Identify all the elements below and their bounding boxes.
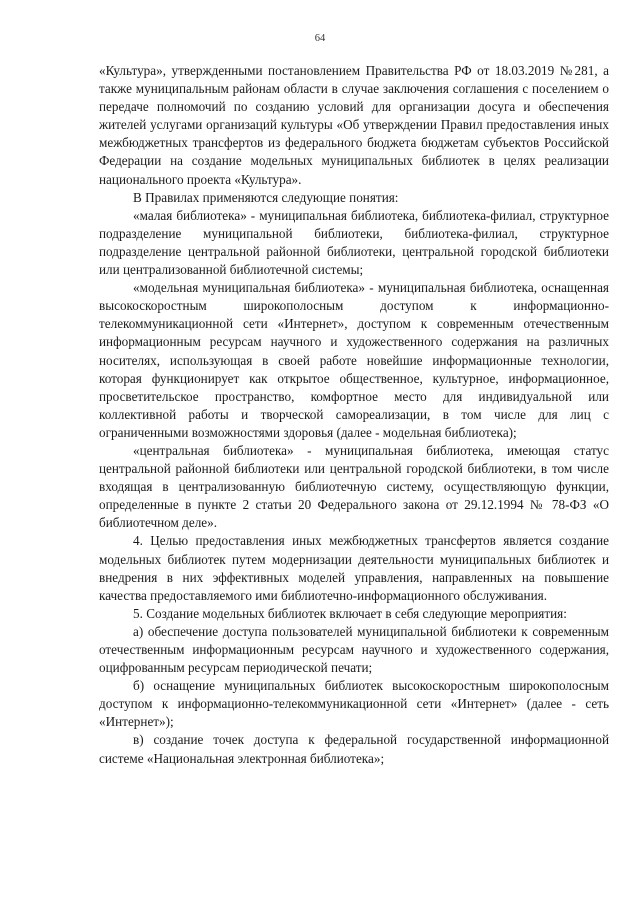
paragraph-continuation: «Культура», утвержденными постановлением Правительства РФ от 18.03.2019 №281, а также муниципальным районам области в случае заключения соглашения с поселением о передаче полномочий по созданию условий для организации досуга и обеспечения жителей услугами организаций культуры «Об утверждении Правил предоставления иных межбюджетных трансфертов из федерального бюджета бюджетам субъектов Российской Федерации на создание модельных муниципальных библиотек в целях реализации национального проекта «Культура». bbox=[99, 63, 609, 187]
paragraph-item-5c: в) создание точек доступа к федеральной государственной информационной системе «Национальная электронная библиотека»; bbox=[99, 732, 609, 766]
paragraph-definitions-intro: В Правилах применяются следующие понятия: bbox=[133, 189, 399, 205]
paragraph-small-library: «малая библиотека» - муниципальная библиотека, библиотека-филиал, структурное подразделение муниципальной библиотеки, библиотека-филиал, структурное подразделение центральной районной библиотеки, центральной городской библиотеки или централизованной библиотечной системы; bbox=[99, 207, 609, 278]
paragraph-item-5b: б) оснащение муниципальных библиотек высокоскоростным широкополосным доступом к информационно-телекоммуникационной сети «Интернет» (далее - сеть «Интернет»); bbox=[99, 678, 609, 730]
paragraph-model-library: «модельная муниципальная библиотека» - муниципальная библиотека, оснащенная высокоскоростным широкополосным доступом к информационно-телекоммуникационной сети «Интернет», доступом к современным отечественным информационным ресурсам научного и художественного содержания на различных носителях, использующая в своей работе новейшие информационные технологии, которая функционирует как открытое общественное, культурное, информационное, просветительское пространство, комфортное место для индивидуальной или коллективной работы и творческой самореализации, в том числе для лиц с ограниченными возможностями здоровья (далее - модельная библиотека); bbox=[99, 280, 609, 440]
document-body bbox=[99, 62, 609, 768]
paragraph-item-5: 5. Создание модельных библиотек включает в себя следующие мероприятия: bbox=[133, 605, 567, 621]
paragraph-central-library: «центральная библиотека» - муниципальная библиотека, имеющая статус центральной районной библиотеки или центральной городской библиотеки, в том числе входящая в централизованную библиотечную систему, осуществляющую функции, определенные в пункте 2 статьи 20 Федерального закона от 29.12.1994 № 78-ФЗ «О библиотечном деле». bbox=[99, 442, 609, 531]
paragraph-item-4: 4. Целью предоставления иных межбюджетных трансфертов является создание модельных библиотек путем модернизации деятельности муниципальных библиотек и внедрения в них эффективных моделей управления, направленных на повышение качества предоставляемого ими библиотечно-информационного обслуживания. bbox=[99, 533, 609, 603]
paragraph-item-5a: а) обеспечение доступа пользователей муниципальной библиотеки к современным отечественным информационным ресурсам научного и художественного содержания, оцифрованным ресурсам периодической печати; bbox=[99, 623, 609, 676]
page-number: 64 bbox=[314, 33, 326, 44]
